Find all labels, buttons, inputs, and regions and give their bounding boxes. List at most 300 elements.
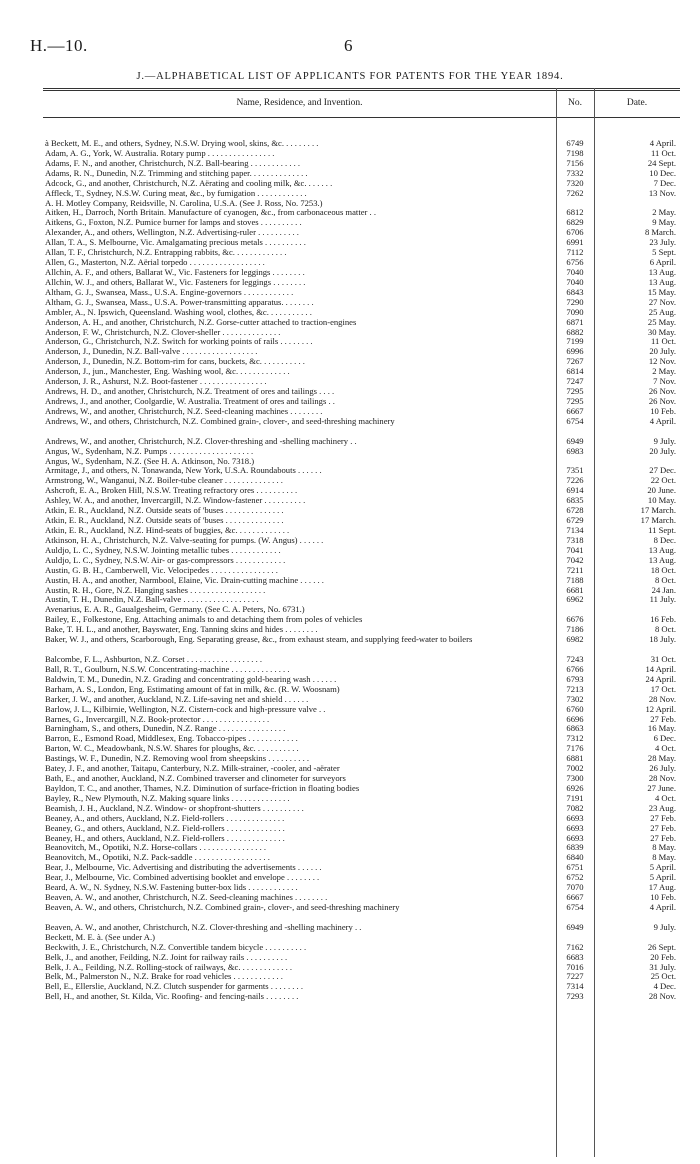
- date-cell: 27 Feb.: [650, 812, 676, 823]
- table-row: [0, 784, 700, 794]
- table-row: [0, 586, 700, 596]
- date-cell: 14 April.: [645, 663, 676, 674]
- date-cell: 5 Sept.: [652, 247, 676, 258]
- table-row: [0, 486, 700, 496]
- patent-number-cell: 6754: [566, 902, 584, 913]
- table-row: [0, 546, 700, 556]
- applicant-cell: Bell, E., Ellerslie, Auckland, N.Z. Clutch suspender for garments . . . . . . . .: [45, 982, 304, 992]
- table-row: [0, 923, 700, 933]
- applicant-cell: Bath, E., and another, Auckland, N.Z. Combined traverser and clinometer for surveyors: [45, 774, 346, 784]
- patent-number-cell: 6693: [566, 822, 584, 833]
- applicant-cell: Bayldon, T. C., and another, Thames, N.Z. Diminution of surface-friction in floating bodies: [45, 783, 360, 793]
- table-row: [0, 347, 700, 357]
- patent-number-cell: 6812: [566, 207, 584, 218]
- patent-number-cell: 7226: [566, 475, 584, 486]
- applicant-cell: Belk, J. A., Feilding, N.Z. Rolling-stock of railways, &c. . . . . . . . . . . . .: [45, 962, 293, 972]
- patent-number-cell: 7002: [566, 763, 584, 774]
- table-row: [0, 804, 700, 814]
- table-row: [0, 288, 700, 298]
- applicant-cell: Barham, A. S., London, Eng. Estimating amount of fat in milk, &c. (R. W. Woosnam): [45, 684, 340, 694]
- date-cell: 12 April.: [645, 703, 676, 714]
- applicant-cell: Beckett, M. E. à. (See under A.): [45, 932, 156, 942]
- date-cell: 8 Oct.: [654, 624, 676, 635]
- table-row: [0, 526, 700, 536]
- patent-number-cell: 6756: [566, 257, 584, 268]
- table-row: [0, 873, 700, 883]
- patent-number-cell: 6829: [566, 217, 584, 228]
- applicants-table: [0, 139, 700, 1002]
- applicant-cell: Adams, F. N., and another, Christchurch, N.Z. Ball-bearing . . . . . . . . . . . .: [45, 158, 301, 168]
- applicant-cell: Barnes, G., Invercargill, N.Z. Book-protector . . . . . . . . . . . . . . . .: [45, 714, 270, 724]
- applicant-cell: Allen, G., Masterton, N.Z. Aërial torpedo . . . . . . . . . . . . . . . . . .: [45, 258, 265, 268]
- date-cell: 20 June.: [647, 485, 676, 496]
- table-row: [0, 268, 700, 278]
- applicant-cell: Austin, T. H., Dunedin, N.Z. Ball-valve . . . . . . . . . . . . . . . . . .: [45, 595, 259, 605]
- date-cell: 13 Aug.: [648, 266, 676, 277]
- applicant-cell: Beard, A. W., N. Sydney, N.S.W. Fastening butter-box lids . . . . . . . . . . . .: [45, 883, 298, 893]
- applicant-cell: A. H. Motley Company, Reidsville, N. Carolina, U.S.A. (See J. Ross, No. 7253.): [45, 198, 323, 208]
- applicant-cell: Bake, T. H. L., and another, Bayswater, Eng. Tanning skins and hides . . . . . . . .: [45, 625, 318, 635]
- applicant-cell: Ball, R. T., Goulburn, N.S.W. Concentrating-machine . . . . . . . . . . . . . .: [45, 664, 290, 674]
- table-row: [0, 387, 700, 397]
- patent-number-cell: 7199: [566, 336, 584, 347]
- patent-number-cell: 6752: [566, 872, 584, 883]
- table-row: [0, 744, 700, 754]
- date-cell: 28 Nov.: [648, 693, 676, 704]
- date-cell: 27 Dec.: [649, 465, 676, 476]
- patent-number-cell: 7040: [566, 276, 584, 287]
- date-cell: 7 Nov.: [653, 376, 676, 387]
- applicant-cell: Batey, J. F., and another, Taitapu, Canterbury, N.Z. Milk-strainer, -cooler, and -aërater: [45, 764, 340, 774]
- table-row: [0, 615, 700, 625]
- table-row: [0, 496, 700, 506]
- applicant-cell: Austin, H. A., and another, Narmbool, Elaine, Vic. Drain-cutting machine . . . . . .: [45, 575, 324, 585]
- patent-number-cell: 7016: [566, 961, 584, 972]
- column-header-name: Name, Residence, and Invention.: [236, 98, 363, 108]
- date-cell: 31 Oct.: [650, 653, 676, 664]
- table-row: [0, 238, 700, 248]
- patent-number-cell: 7295: [566, 395, 584, 406]
- table-row: [0, 883, 700, 893]
- date-cell: 5 April.: [649, 872, 676, 883]
- applicant-cell: Belk, M., Palmerston N., N.Z. Brake for road vehicles . . . . . . . . . . . .: [45, 972, 283, 982]
- applicant-cell: Beaven, A. W., and another, Christchurch, N.Z. Seed-cleaning machines . . . . . . . .: [45, 893, 328, 903]
- table-row: [0, 357, 700, 367]
- table-row: [0, 457, 700, 467]
- date-cell: 4 April.: [649, 415, 676, 426]
- patent-number-cell: 6749: [566, 138, 584, 148]
- table-row: [0, 189, 700, 199]
- patent-number-cell: 7090: [566, 306, 584, 317]
- applicant-cell: Bayley, R., New Plymouth, N.Z. Making square links . . . . . . . . . . . . . .: [45, 793, 290, 803]
- applicant-cell: Beaney, A., and others, Auckland, N.Z. Field-rollers . . . . . . . . . . . . . .: [45, 813, 285, 823]
- patent-number-cell: 6793: [566, 673, 584, 684]
- date-cell: 27 June.: [647, 782, 676, 793]
- applicant-cell: Ashley, W. A., and another, Invercargill, N.Z. Window-fastener . . . . . . . . . .: [45, 496, 306, 506]
- table-row: [0, 635, 700, 655]
- applicant-cell: Affleck, T., Sydney, N.S.W. Curing meat, &c., by fumigation . . . . . . . . . . . .: [45, 188, 307, 198]
- date-cell: 8 March.: [644, 227, 676, 238]
- patent-number-cell: 7320: [566, 177, 584, 188]
- table-row: [0, 754, 700, 764]
- table-row: [0, 437, 700, 447]
- table-row: [0, 824, 700, 834]
- date-cell: 10 May.: [647, 495, 676, 506]
- applicant-cell: Austin, R. H., Gore, N.Z. Hanging sashes . . . . . . . . . . . . . . . . . .: [45, 585, 266, 595]
- patent-number-cell: 6949: [566, 435, 584, 446]
- date-cell: 13 Nov.: [648, 187, 676, 198]
- patent-number-cell: 6949: [566, 921, 584, 932]
- table-row: [0, 685, 700, 695]
- column-header-no: No.: [568, 98, 582, 108]
- patent-number-cell: 7293: [566, 991, 584, 1002]
- table-row: [0, 417, 700, 437]
- date-cell: 25 Oct.: [650, 971, 676, 982]
- top-rule: [43, 88, 680, 89]
- date-cell: 23 July.: [649, 237, 676, 248]
- patent-number-cell: 7227: [566, 971, 584, 982]
- date-cell: 13 Aug.: [648, 554, 676, 565]
- applicant-cell: Auldjo, L. C., Sydney, N.S.W. Jointing metallic tubes . . . . . . . . . . . .: [45, 545, 281, 555]
- patent-number-cell: 7314: [566, 981, 584, 992]
- patent-number-cell: 7041: [566, 544, 584, 555]
- applicant-cell: Bear, J., Melbourne, Vic. Combined advertising booklet and envelope . . . . . . . .: [45, 873, 320, 883]
- patent-number-cell: 7290: [566, 296, 584, 307]
- table-row: [0, 774, 700, 784]
- date-cell: 25 May.: [647, 316, 676, 327]
- patent-number-cell: 6760: [566, 703, 584, 714]
- applicant-cell: Beaven, A. W., and others, Christchurch, N.Z. Combined grain-, clover-, and seed-threshing machinery: [45, 903, 400, 913]
- applicant-cell: Barton, W. C., Meadowbank, N.S.W. Shares for ploughs, &c. . . . . . . . . . .: [45, 744, 299, 754]
- patent-number-cell: 6914: [566, 485, 584, 496]
- table-row: [0, 298, 700, 308]
- table-row: [0, 566, 700, 576]
- applicant-cell: Atkin, E. R., Auckland, N.Z. Hind-seats of buggies, &c. . . . . . . . . . . . .: [45, 525, 290, 535]
- date-cell: 27 Feb.: [650, 822, 676, 833]
- table-row: [0, 695, 700, 705]
- applicant-cell: à Beckett, M. E., and others, Sydney, N.S.W. Drying wool, skins, &c. . . . . . . . .: [45, 139, 319, 148]
- table-row: [0, 218, 700, 228]
- date-cell: 2 May.: [652, 207, 676, 218]
- date-cell: 11 Sept.: [648, 524, 676, 535]
- date-cell: 5 April.: [649, 862, 676, 873]
- table-row: [0, 139, 700, 149]
- date-cell: 11 July.: [649, 594, 676, 605]
- page-title: J.—ALPHABETICAL LIST OF APPLICANTS FOR PATENTS FOR THE YEAR 1894.: [136, 71, 564, 82]
- date-cell: 9 July.: [653, 921, 676, 932]
- date-cell: 12 Nov.: [648, 356, 676, 367]
- table-row: [0, 834, 700, 844]
- date-cell: 24 April.: [645, 673, 676, 684]
- patent-number-cell: 7186: [566, 624, 584, 635]
- patent-number-cell: 6863: [566, 723, 584, 734]
- applicant-cell: Beaven, A. W., and another, Christchurch, N.Z. Clover-threshing and -shelling machinery . .: [45, 922, 362, 932]
- applicant-cell: Barlow, J. L., Kilbirnie, Wellington, N.Z. Cistern-cock and high-pressure valve . .: [45, 704, 326, 714]
- patent-number-cell: 6983: [566, 445, 584, 456]
- table-row: [0, 179, 700, 189]
- date-cell: 25 Aug.: [648, 306, 676, 317]
- table-row: [0, 933, 700, 943]
- date-cell: 30 May.: [647, 326, 676, 337]
- date-cell: 6 April.: [649, 257, 676, 268]
- applicant-cell: Adam, A. G., York, W. Australia. Rotary pump . . . . . . . . . . . . . . . .: [45, 148, 275, 158]
- applicant-cell: Anderson, J. R., Ashurst, N.Z. Boot-fastener . . . . . . . . . . . . . . . .: [45, 377, 267, 387]
- applicant-cell: Austin, G. B. H., Camberwell, Vic. Velocipedes . . . . . . . . . . . . . . . .: [45, 565, 278, 575]
- applicant-cell: Ashcroft, E. A., Broken Hill, N.S.W. Treating refractory ores . . . . . . . . . .: [45, 486, 298, 496]
- date-cell: 8 Dec.: [653, 534, 676, 545]
- table-row: [0, 556, 700, 566]
- date-cell: 8 May.: [652, 842, 676, 853]
- patent-number-cell: 6754: [566, 415, 584, 426]
- patent-number-cell: 6667: [566, 892, 584, 903]
- date-cell: 28 May.: [647, 753, 676, 764]
- patent-number-cell: 6926: [566, 782, 584, 793]
- date-cell: 26 Nov.: [648, 395, 676, 406]
- applicant-cell: Atkinson, H. A., Christchurch, N.Z. Valve-seating for pumps. (W. Angus) . . . . . .: [45, 535, 324, 545]
- applicant-cell: Adcock, G., and another, Christchurch, N.Z. Aërating and cooling milk, &c. . . . . . .: [45, 178, 333, 188]
- date-cell: 17 March.: [640, 505, 676, 516]
- table-row: [0, 506, 700, 516]
- applicant-cell: Bell, H., and another, St. Kilda, Vic. Roofing- and fencing-nails . . . . . . . .: [45, 992, 299, 1002]
- date-cell: 27 Feb.: [650, 713, 676, 724]
- date-cell: 9 July.: [653, 435, 676, 446]
- table-row: [0, 992, 700, 1002]
- patent-number-cell: 7156: [566, 157, 584, 168]
- table-row: [0, 318, 700, 328]
- date-cell: 16 Feb.: [650, 614, 676, 625]
- table-row: [0, 169, 700, 179]
- patent-number-cell: 6693: [566, 832, 584, 843]
- date-cell: 13 Aug.: [648, 276, 676, 287]
- applicant-cell: Anderson, F. W., Christchurch, N.Z. Clover-sheller . . . . . . . . . . . . . .: [45, 327, 281, 337]
- applicant-cell: Barker, J. W., and another, Auckland, N.Z. Life-saving net and shield . . . . . .: [45, 694, 309, 704]
- patent-number-cell: 6729: [566, 515, 584, 526]
- applicant-cell: Anderson, J., Dunedin, N.Z. Ball-valve . . . . . . . . . . . . . . . . . .: [45, 347, 258, 357]
- applicant-cell: Beaney, H., and others, Auckland, N.Z. Field-rollers . . . . . . . . . . . . . .: [45, 833, 285, 843]
- applicant-cell: Angus, W., Sydenham, N.Z. Pumps . . . . . . . . . . . . . . . . . . . .: [45, 446, 254, 456]
- patent-number-cell: 7247: [566, 376, 584, 387]
- date-cell: 28 Nov.: [648, 773, 676, 784]
- patent-number-cell: 7262: [566, 187, 584, 198]
- patent-number-cell: 6835: [566, 495, 584, 506]
- date-cell: 24 Sept.: [647, 157, 676, 168]
- applicant-cell: Auldjo, L. C., Sydney, N.S.W. Air- or gas-compressors . . . . . . . . . . . .: [45, 555, 286, 565]
- date-cell: 10 Feb.: [650, 892, 676, 903]
- applicant-cell: Armstrong, W., Wanganui, N.Z. Boiler-tube cleaner . . . . . . . . . . . . . .: [45, 476, 283, 486]
- patent-number-cell: 7211: [566, 564, 584, 575]
- table-row: [0, 337, 700, 347]
- table-row: [0, 278, 700, 288]
- applicant-cell: Altham, G. J., Swansea, Mass., U.S.A. Engine-governors . . . . . . . . . . . .: [45, 287, 294, 297]
- table-row: [0, 982, 700, 992]
- date-cell: 24 Jan.: [651, 584, 676, 595]
- applicant-cell: Bailey, E., Folkestone, Eng. Attaching animals to and detaching them from poles of vehicles: [45, 615, 363, 625]
- applicant-cell: Beamish, J. H., Auckland, N.Z. Window- or shopfront-shutters . . . . . . . . . .: [45, 803, 304, 813]
- patent-number-cell: 6881: [566, 753, 584, 764]
- date-cell: 4 Dec.: [653, 981, 676, 992]
- patent-number-cell: 6882: [566, 326, 584, 337]
- table-row: [0, 367, 700, 377]
- patent-number-cell: 6676: [566, 614, 584, 625]
- table-row: [0, 258, 700, 268]
- applicant-cell: Baker, W. J., and others, Scarborough, Eng. Separating grease, &c., from exhaust steam, and supplying feed-water to boilers: [45, 635, 473, 645]
- applicant-cell: Anderson, J., Dunedin, N.Z. Bottom-rim for cans, buckets, &c. . . . . . . . . . .: [45, 357, 305, 367]
- patent-number-cell: 6839: [566, 842, 584, 853]
- table-row: [0, 814, 700, 824]
- applicant-cell: Adams, R. N., Dunedin, N.Z. Trimming and stitching paper. . . . . . . . . . . . . .: [45, 168, 308, 178]
- date-cell: 26 Sept.: [647, 941, 676, 952]
- applicant-cell: Beaney, G., and others, Auckland, N.Z. Field-rollers . . . . . . . . . . . . . .: [45, 823, 285, 833]
- table-row: [0, 705, 700, 715]
- table-row: [0, 536, 700, 546]
- applicant-cell: Atkin, E. R., Auckland, N.Z. Outside seats of 'buses . . . . . . . . . . . . . .: [45, 506, 284, 516]
- table-row: [0, 972, 700, 982]
- date-cell: 4 Oct.: [654, 743, 676, 754]
- table-row: [0, 476, 700, 486]
- date-cell: 8 May.: [652, 852, 676, 863]
- applicant-cell: Ambler, A., N. Ipswich, Queensland. Washing wool, clothes, &c. . . . . . . . . . .: [45, 307, 312, 317]
- table-row: [0, 963, 700, 973]
- table-row: [0, 308, 700, 318]
- applicant-cell: Andrews, W., and others, Christchurch, N.Z. Combined grain-, clover-, and seed-threshing machinery: [45, 416, 395, 426]
- patent-number-cell: 7112: [566, 247, 584, 258]
- table-row: [0, 516, 700, 526]
- applicant-cell: Anderson, A. H., and another, Christchurch, N.Z. Gorse-cutter attached to traction-engines: [45, 317, 357, 327]
- applicant-cell: Andrews, J., and another, Coolgardie, W. Australia. Treatment of ores and tailings . .: [45, 396, 335, 406]
- column-header-date: Date.: [626, 98, 648, 108]
- applicant-cell: Allchin, A. F., and others, Ballarat W., Vic. Fasteners for leggings . . . . . . . .: [45, 267, 305, 277]
- patent-number-cell: 6706: [566, 227, 584, 238]
- date-cell: 11 Oct.: [651, 336, 676, 347]
- table-row: [0, 724, 700, 734]
- table-row: [0, 625, 700, 635]
- date-cell: 18 Oct.: [650, 564, 676, 575]
- date-cell: 22 Oct.: [650, 475, 676, 486]
- date-cell: 26 July.: [649, 763, 676, 774]
- table-row: [0, 149, 700, 159]
- table-row: [0, 228, 700, 238]
- patent-number-cell: 6751: [566, 862, 584, 873]
- applicant-cell: Allan, T. A., S. Melbourne, Vic. Amalgamating precious metals . . . . . . . . . .: [45, 238, 306, 248]
- date-cell: 6 Dec.: [653, 733, 676, 744]
- table-row: [0, 853, 700, 863]
- table-row: [0, 665, 700, 675]
- patent-number-cell: 6996: [566, 346, 584, 357]
- date-cell: 18 July.: [649, 634, 676, 645]
- patent-number-cell: 6696: [566, 713, 584, 724]
- table-row: [0, 447, 700, 457]
- applicant-cell: Anderson, G., Christchurch, N.Z. Switch for working points of rails . . . . . . . .: [45, 337, 313, 347]
- patent-number-cell: 7176: [566, 743, 584, 754]
- date-cell: 9 May.: [652, 217, 676, 228]
- table-row: [0, 843, 700, 853]
- patent-number-cell: 7267: [566, 356, 584, 367]
- date-cell: 13 Aug.: [648, 544, 676, 555]
- date-cell: 10 Feb.: [650, 405, 676, 416]
- table-row: [0, 943, 700, 953]
- table-row: [0, 794, 700, 804]
- top-rule-double: [43, 90, 680, 91]
- applicant-cell: Armitage, J., and others, N. Tonawanda, New York, U.S.A. Roundabouts . . . . . .: [45, 466, 322, 476]
- applicant-cell: Aitken, H., Darroch, North Britain. Manufacture of cyanogen, &c., from carbonaceous matter . .: [45, 208, 376, 218]
- patent-number-cell: 6766: [566, 663, 584, 674]
- patent-number-cell: 6683: [566, 951, 584, 962]
- patent-number-cell: 7042: [566, 554, 584, 565]
- date-cell: 20 July.: [649, 445, 676, 456]
- applicant-cell: Barningham, S., and others, Dunedin, N.Z. Range . . . . . . . . . . . . . . . .: [45, 724, 286, 734]
- date-cell: 28 Nov.: [648, 991, 676, 1002]
- date-cell: 20 July.: [649, 346, 676, 357]
- table-row: [0, 208, 700, 218]
- patent-number-cell: 6991: [566, 237, 584, 248]
- applicant-cell: Barron, E., Esmond Road, Middlesex, Eng. Tobacco-pipes . . . . . . . . . . . .: [45, 734, 298, 744]
- date-cell: 15 May.: [647, 286, 676, 297]
- table-row: [0, 576, 700, 586]
- applicant-cell: Altham, G. J., Swansea, Mass., U.S.A. Power-transmitting apparatus. . . . . . . .: [45, 297, 314, 307]
- applicant-cell: Baldwin, T. M., Dunedin, N.Z. Grading and concentrating gold-bearing wash . . . . . .: [45, 674, 337, 684]
- table-row: [0, 675, 700, 685]
- date-cell: 31 July.: [649, 961, 676, 972]
- applicant-cell: Beanovitch, M., Opotiki, N.Z. Pack-saddle . . . . . . . . . . . . . . . . . .: [45, 853, 270, 863]
- applicant-cell: Beckwith, J. E., Christchurch, N.Z. Convertible tandem bicycle . . . . . . . . . .: [45, 942, 307, 952]
- patent-number-cell: 7302: [566, 693, 584, 704]
- applicant-cell: Andrews, W., and another, Christchurch, N.Z. Clover-threshing and -shelling machinery . .: [45, 436, 357, 446]
- patent-number-cell: 6982: [566, 634, 584, 645]
- table-row: [0, 377, 700, 387]
- patent-number-cell: 7162: [566, 941, 584, 952]
- applicant-cell: Avenarius, E. A. R., Gaualgesheim, Germany. (See C. A. Peters, No. 6731.): [45, 605, 305, 615]
- applicant-cell: Bastings, W. F., Dunedin, N.Z. Removing wool from sheepskins . . . . . . . . . .: [45, 754, 310, 764]
- date-cell: 23 Aug.: [648, 802, 676, 813]
- date-cell: 17 March.: [640, 515, 676, 526]
- patent-number-cell: 6667: [566, 405, 584, 416]
- table-row: [0, 734, 700, 744]
- page-code: H.—10.: [30, 36, 88, 55]
- applicant-cell: Aitkens, G., Foxton, N.Z. Pumice burner for lamps and stoves . . . . . . . . . .: [45, 218, 302, 228]
- patent-number-cell: 7243: [566, 653, 584, 664]
- patent-number-cell: 6962: [566, 594, 584, 605]
- date-cell: 4 Oct.: [654, 792, 676, 803]
- table-row: [0, 893, 700, 903]
- date-cell: 8 Oct.: [654, 574, 676, 585]
- date-cell: 17 Aug.: [648, 882, 676, 893]
- patent-number-cell: 6843: [566, 286, 584, 297]
- applicant-cell: Anderson, J., jun., Manchester, Eng. Washing wool, &c. . . . . . . . . . . . .: [45, 367, 290, 377]
- patent-number-cell: 7312: [566, 733, 584, 744]
- applicant-cell: Allchin, W. J., and others, Ballarat W., Vic. Fasteners for leggings . . . . . . . .: [45, 277, 306, 287]
- patent-number-cell: 7191: [566, 792, 584, 803]
- table-row: [0, 953, 700, 963]
- date-cell: 4 April.: [649, 138, 676, 148]
- date-cell: 26 Nov.: [648, 386, 676, 397]
- patent-number-cell: 6840: [566, 852, 584, 863]
- patent-number-cell: 7188: [566, 574, 584, 585]
- table-row: [0, 715, 700, 725]
- patent-number-cell: 7295: [566, 386, 584, 397]
- table-row: [0, 159, 700, 169]
- date-cell: 2 May.: [652, 366, 676, 377]
- applicant-cell: Andrews, W., and another, Christchurch, N.Z. Seed-cleaning machines . . . . . . . .: [45, 406, 323, 416]
- applicant-cell: Andrews, H. D., and another, Christchurch, N.Z. Treatment of ores and tailings . . . .: [45, 387, 335, 397]
- table-row: [0, 407, 700, 417]
- table-row: [0, 595, 700, 605]
- date-cell: 7 Dec.: [653, 177, 676, 188]
- patent-number-cell: 7082: [566, 802, 584, 813]
- table-row: [0, 863, 700, 873]
- date-cell: 20 Feb.: [650, 951, 676, 962]
- table-row: [0, 605, 700, 615]
- applicant-cell: Belk, J., and another, Feilding, N.Z. Joint for railway rails . . . . . . . . . .: [45, 952, 288, 962]
